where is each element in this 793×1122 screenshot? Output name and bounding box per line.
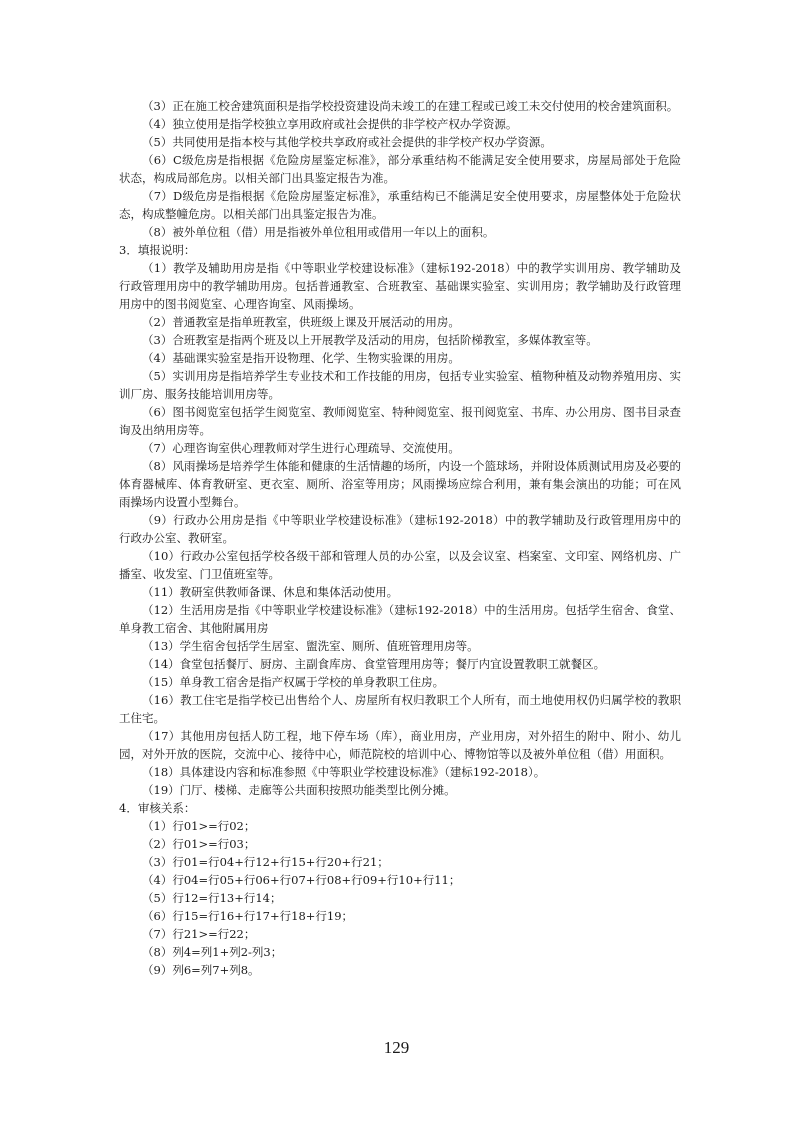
paragraph-item: （3）正在施工校舍建筑面积是指学校投资建设尚未竣工的在建工程或已竣工未交付使用的校舍建筑面积。: [142, 99, 679, 113]
paragraph-item: （11）教研室供教师备课、休息和集体活动使用。: [142, 585, 399, 599]
paragraph-item: （6）C级危房是指根据《危险房屋鉴定标准》，部分承重结构不能满足安全使用要求，房屋局部处于危险状态，构成局部危房。以相关部门出具鉴定报告为准。: [119, 153, 681, 185]
paragraph-item: （18）具体建设内容和标准参照《中等职业学校建设标准》（建标192-2018）。: [142, 765, 546, 779]
paragraph-item: （7）心理咨询室供心理教师对学生进行心理疏导、交流使用。: [142, 441, 460, 455]
paragraph-item: （10）行政办公室包括学校各级干部和管理人员的办公室，以及会议室、档案室、文印室、网络机房、广播室、收发室、门卫值班室等。: [119, 549, 681, 581]
paragraph-item: （4）独立使用是指学校独立享用政府或社会提供的非学校产权办学资源。: [142, 117, 518, 131]
page-number: 129: [383, 1038, 410, 1057]
formula-item: （1）行01>=行02；: [142, 819, 256, 833]
section-4-audit-relations: [119, 799, 681, 979]
formula-item: （9）列6=列7+列8。: [142, 963, 260, 977]
paragraph-item: （3）合班教室是指两个班及以上开展教学及活动的用房，包括阶梯教室，多媒体教室等。: [142, 333, 598, 347]
formula-item: （5）行12=行13+行14；: [142, 891, 282, 905]
paragraph-item: （17）其他用房包括人防工程，地下停车场（库），商业用房，产业用房，对外招生的附中、附小、幼儿园，对外开放的医院，交流中心、接待中心，师范院校的培训中心、博物馆等以及被外单位租（借）用面积。: [119, 729, 681, 761]
paragraph-item: （4）基础课实验室是指开设物理、化学、生物实验课的用房。: [142, 351, 460, 365]
paragraph-item: （5）共同使用是指本校与其他学校共享政府或社会提供的非学校产权办学资源。: [142, 135, 552, 149]
formula-item: （6）行15=行16+行17+行18+行19；: [142, 909, 354, 923]
paragraph-item: （14）食堂包括餐厅、厨房、主副食库房、食堂管理用房等；餐厅内宜设置教职工就餐区。: [142, 657, 606, 671]
paragraph-item: （1）教学及辅助用房是指《中等职业学校建设标准》（建标192-2018）中的教学实训用房、教学辅助及行政管理用房中的教学辅助用房。包括普通教室、合班教室、基础课实验室、实训用房；教学辅助及行政管理用房中的图书阅览室、心理咨询室、风雨操场。: [119, 261, 681, 311]
formula-item: （4）行04=行05+行06+行07+行08+行09+行10+行11；: [142, 873, 461, 887]
paragraph-item: （16）教工住宅是指学校已出售给个人、房屋所有权归教职工个人所有，而土地使用权仍归属学校的教职工住宅。: [119, 693, 681, 725]
section-heading: 4．审核关系：: [119, 801, 196, 815]
paragraph-item: （5）实训用房是指培养学生专业技术和工作技能的用房，包括专业实验室、植物种植及动物养殖用房、实训厂房、服务技能培训用房等。: [119, 369, 681, 401]
paragraph-item: （7）D级危房是指根据《危险房屋鉴定标准》，承重结构已不能满足安全使用要求，房屋整体处于危险状态，构成整幢危房。以相关部门出具鉴定报告为准。: [119, 189, 681, 221]
paragraph-item: （8）风雨操场是培养学生体能和健康的生活情趣的场所，内设一个篮球场，并附设体质测试用房及必要的体育器械库、体育教研室、更衣室、厕所、浴室等用房；风雨操场应综合利用，兼有集会演出的功能；可在风雨操场内设置小型舞台。: [119, 459, 681, 509]
section-2-tail: [119, 97, 681, 241]
section-3-filling-notes: [119, 241, 681, 799]
formula-item: （3）行01=行04+行12+行15+行20+行21；: [142, 855, 389, 869]
paragraph-item: （15）单身教工宿舍是指产权属于学校的单身教职工住房。: [142, 675, 445, 689]
paragraph-item: （19）门厅、楼梯、走廊等公共面积按照功能类型比例分摊。: [142, 783, 456, 797]
document-body: [119, 97, 681, 979]
paragraph-item: （2）普通教室是指单班教室，供班级上课及开展活动的用房。: [142, 315, 460, 329]
section-heading: 3．填报说明：: [119, 243, 196, 257]
paragraph-item: （9）行政办公用房是指《中等职业学校建设标准》（建标192-2018）中的教学辅助及行政管理用房中的行政办公室、教研室。: [119, 513, 681, 545]
paragraph-item: （12）生活用房是指《中等职业学校建设标准》（建标192-2018）中的生活用房。包括学生宿舍、食堂、单身教工宿舍、其他附属用房: [119, 603, 681, 635]
formula-item: （2）行01>=行03；: [142, 837, 256, 851]
paragraph-item: （6）图书阅览室包括学生阅览室、教师阅览室、特种阅览室、报刊阅览室、书库、办公用房、图书目录查询及出纳用房等。: [119, 405, 681, 437]
formula-item: （7）行21>=行22；: [142, 927, 256, 941]
formula-item: （8）列4=列1+列2-列3；: [142, 945, 283, 959]
paragraph-item: （13）学生宿舍包括学生居室、盥洗室、厕所、值班管理用房等。: [142, 639, 479, 653]
paragraph-item: （8）被外单位租（借）用是指被外单位租用或借用一年以上的面积。: [142, 225, 495, 239]
